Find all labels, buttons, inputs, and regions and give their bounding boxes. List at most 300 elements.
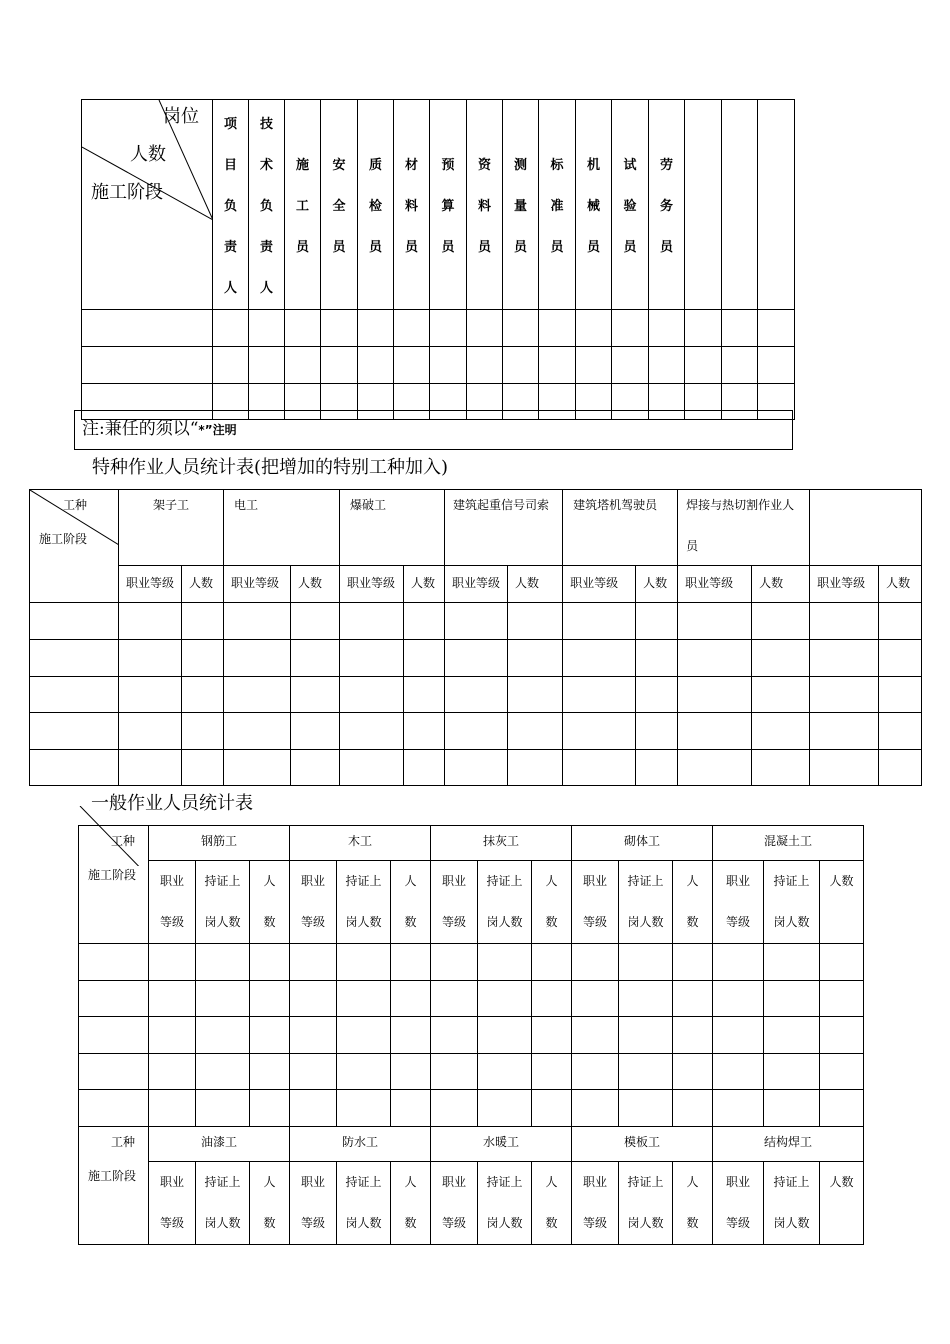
- data-cell[interactable]: [340, 677, 404, 713]
- data-cell[interactable]: [430, 347, 467, 384]
- data-cell[interactable]: [713, 1054, 764, 1090]
- data-cell[interactable]: [508, 713, 563, 750]
- data-cell[interactable]: [563, 750, 636, 786]
- data-cell[interactable]: [149, 1090, 196, 1127]
- data-cell[interactable]: [391, 944, 431, 981]
- data-cell[interactable]: [722, 347, 758, 384]
- data-cell[interactable]: [752, 677, 810, 713]
- data-cell[interactable]: [394, 347, 430, 384]
- data-cell[interactable]: [182, 750, 224, 786]
- trade-row: [79, 1127, 864, 1162]
- cert-header: 持证上 岗人数: [337, 1162, 391, 1245]
- data-cell[interactable]: [250, 981, 290, 1017]
- corner-cell: [82, 100, 213, 310]
- data-cell[interactable]: [503, 310, 539, 347]
- data-cell[interactable]: [82, 310, 213, 347]
- table-row: [30, 750, 922, 786]
- corner-bottom-label: 施工阶段: [91, 182, 163, 203]
- data-cell[interactable]: [285, 347, 321, 384]
- grade-header: 职业等级: [563, 566, 636, 603]
- data-cell[interactable]: [340, 603, 404, 640]
- count-header: 人数: [820, 1162, 864, 1245]
- data-cell[interactable]: [636, 750, 678, 786]
- data-cell[interactable]: [250, 1090, 290, 1127]
- data-cell[interactable]: [358, 310, 394, 347]
- corner-cell: [30, 490, 119, 603]
- trade-header: [810, 490, 922, 566]
- trade-header: 焊接与热切割作业人 员: [678, 490, 810, 566]
- data-cell[interactable]: [445, 677, 508, 713]
- data-cell[interactable]: [563, 677, 636, 713]
- data-cell[interactable]: [764, 1090, 820, 1127]
- data-cell[interactable]: [752, 750, 810, 786]
- sub-header-row: [30, 566, 922, 603]
- data-cell[interactable]: [612, 310, 649, 347]
- data-cell[interactable]: [445, 713, 508, 750]
- trade-header: 防水工: [290, 1127, 431, 1162]
- trade-header: 爆破工: [340, 490, 445, 566]
- position-header: 质 检 员: [358, 100, 394, 310]
- data-cell[interactable]: [79, 1017, 149, 1054]
- data-cell[interactable]: [722, 310, 758, 347]
- trade-header: 木工: [290, 826, 431, 861]
- data-cell[interactable]: [532, 1090, 572, 1127]
- data-cell[interactable]: [636, 603, 678, 640]
- corner-top-label: 工种: [111, 1135, 136, 1149]
- data-cell[interactable]: [445, 750, 508, 786]
- data-cell[interactable]: [572, 981, 619, 1017]
- data-cell[interactable]: [431, 1090, 478, 1127]
- data-cell[interactable]: [563, 603, 636, 640]
- cert-header: 持证上 岗人数: [764, 1162, 820, 1245]
- data-cell[interactable]: [879, 677, 922, 713]
- data-cell[interactable]: [678, 713, 752, 750]
- data-cell[interactable]: [182, 640, 224, 677]
- data-cell[interactable]: [182, 677, 224, 713]
- data-cell[interactable]: [467, 347, 503, 384]
- data-cell[interactable]: [119, 603, 182, 640]
- data-cell[interactable]: [430, 310, 467, 347]
- corner-bottom-label: 施工阶段: [39, 532, 88, 546]
- data-cell[interactable]: [404, 713, 445, 750]
- table-row: [30, 640, 922, 677]
- data-cell[interactable]: [820, 944, 864, 981]
- cert-header: 持证上 岗人数: [337, 861, 391, 944]
- data-cell[interactable]: [764, 981, 820, 1017]
- table-row: [79, 981, 864, 1017]
- cert-header: 持证上 岗人数: [764, 861, 820, 944]
- trade-header: 结构焊工: [713, 1127, 864, 1162]
- data-cell[interactable]: [820, 1017, 864, 1054]
- data-cell[interactable]: [636, 677, 678, 713]
- trade-header: 钢筋工: [149, 826, 290, 861]
- data-cell[interactable]: [445, 640, 508, 677]
- data-cell[interactable]: [673, 944, 713, 981]
- data-cell[interactable]: [30, 713, 119, 750]
- data-cell[interactable]: [290, 1017, 337, 1054]
- data-cell[interactable]: [149, 981, 196, 1017]
- trade-header: 模板工: [572, 1127, 713, 1162]
- data-cell[interactable]: [563, 713, 636, 750]
- grade-header: 职业等级: [678, 566, 752, 603]
- special-workers-caption: 特种作业人员统计表(把增加的特别工种加入): [92, 457, 449, 478]
- trade-header: 砌体工: [572, 826, 713, 861]
- trade-header: 水暖工: [431, 1127, 572, 1162]
- data-cell[interactable]: [673, 981, 713, 1017]
- data-cell[interactable]: [250, 1017, 290, 1054]
- data-cell[interactable]: [752, 713, 810, 750]
- position-header: [685, 100, 722, 310]
- trade-header: 建筑塔机驾驶员: [563, 490, 678, 566]
- position-header: 资 料 员: [467, 100, 503, 310]
- data-cell[interactable]: [810, 603, 879, 640]
- position-header: 试 验 员: [612, 100, 649, 310]
- trade-header: 建筑起重信号司索: [445, 490, 563, 566]
- data-cell[interactable]: [619, 1054, 673, 1090]
- data-cell[interactable]: [810, 713, 879, 750]
- data-cell[interactable]: [196, 1017, 250, 1054]
- position-header: 项 目 负 责 人: [213, 100, 249, 310]
- data-cell[interactable]: [572, 1090, 619, 1127]
- data-cell[interactable]: [572, 944, 619, 981]
- cert-header: 持证上 岗人数: [478, 861, 532, 944]
- data-cell[interactable]: [196, 1054, 250, 1090]
- trade-header: 混凝土工: [713, 826, 864, 861]
- position-header: 材 料 员: [394, 100, 430, 310]
- data-cell[interactable]: [119, 750, 182, 786]
- count-header: 人 数: [391, 861, 431, 944]
- data-cell[interactable]: [149, 944, 196, 981]
- cert-header: 持证上 岗人数: [196, 861, 250, 944]
- position-header: 预 算 员: [430, 100, 467, 310]
- data-cell[interactable]: [673, 1054, 713, 1090]
- data-cell[interactable]: [478, 981, 532, 1017]
- grade-header: 职业 等级: [149, 1162, 196, 1245]
- table-row: [79, 944, 864, 981]
- data-cell[interactable]: [612, 347, 649, 384]
- data-cell[interactable]: [79, 1090, 149, 1127]
- data-cell[interactable]: [820, 1054, 864, 1090]
- data-cell[interactable]: [713, 981, 764, 1017]
- trade-header: 抹灰工: [431, 826, 572, 861]
- data-cell[interactable]: [678, 640, 752, 677]
- position-header: 标 准 员: [539, 100, 576, 310]
- data-cell[interactable]: [758, 310, 795, 347]
- data-cell[interactable]: [820, 981, 864, 1017]
- data-cell[interactable]: [285, 310, 321, 347]
- data-cell[interactable]: [685, 347, 722, 384]
- data-cell[interactable]: [810, 750, 879, 786]
- data-cell[interactable]: [337, 1090, 391, 1127]
- data-cell[interactable]: [321, 310, 358, 347]
- data-cell[interactable]: [572, 1054, 619, 1090]
- data-cell[interactable]: [250, 1054, 290, 1090]
- position-header: 施 工 员: [285, 100, 321, 310]
- grade-header: 职业 等级: [713, 1162, 764, 1245]
- data-cell[interactable]: [478, 944, 532, 981]
- data-cell[interactable]: [619, 981, 673, 1017]
- grade-header: 职业等级: [119, 566, 182, 603]
- staff-position-table: [81, 99, 795, 420]
- trade-header: 架子工: [119, 490, 224, 566]
- data-cell[interactable]: [337, 1017, 391, 1054]
- table-header-row: [30, 490, 922, 566]
- data-cell[interactable]: [678, 750, 752, 786]
- data-cell[interactable]: [764, 944, 820, 981]
- data-cell[interactable]: [678, 677, 752, 713]
- data-cell[interactable]: [649, 310, 685, 347]
- table-row: [30, 713, 922, 750]
- data-cell[interactable]: [752, 603, 810, 640]
- position-header: 测 量 员: [503, 100, 539, 310]
- data-cell[interactable]: [539, 347, 576, 384]
- data-cell[interactable]: [820, 1090, 864, 1127]
- data-cell[interactable]: [649, 347, 685, 384]
- corner-top-label: 岗位: [163, 106, 199, 127]
- grade-header: 职业等级: [224, 566, 291, 603]
- data-cell[interactable]: [224, 750, 291, 786]
- count-header: 人数: [182, 566, 224, 603]
- table-row: [82, 310, 795, 347]
- data-cell[interactable]: [619, 1090, 673, 1127]
- data-cell[interactable]: [404, 750, 445, 786]
- data-cell[interactable]: [290, 1090, 337, 1127]
- data-cell[interactable]: [764, 1017, 820, 1054]
- data-cell[interactable]: [445, 603, 508, 640]
- data-cell[interactable]: [532, 944, 572, 981]
- data-cell[interactable]: [713, 1017, 764, 1054]
- data-cell[interactable]: [685, 310, 722, 347]
- data-cell[interactable]: [340, 640, 404, 677]
- count-header: 人数: [820, 861, 864, 944]
- data-cell[interactable]: [337, 1054, 391, 1090]
- data-cell[interactable]: [30, 640, 119, 677]
- table-row: [79, 1054, 864, 1090]
- data-cell[interactable]: [810, 677, 879, 713]
- data-cell[interactable]: [576, 347, 612, 384]
- corner-top-label: 工种: [63, 498, 88, 512]
- data-cell[interactable]: [879, 750, 922, 786]
- corner-middle-label: 人数: [130, 144, 166, 165]
- table-row: [79, 1017, 864, 1054]
- data-cell[interactable]: [213, 310, 249, 347]
- grade-header: 职业 等级: [290, 1162, 337, 1245]
- data-cell[interactable]: [224, 713, 291, 750]
- corner-cell: [79, 1127, 149, 1245]
- data-cell[interactable]: [79, 1054, 149, 1090]
- data-cell[interactable]: [673, 1090, 713, 1127]
- data-cell[interactable]: [673, 1017, 713, 1054]
- position-header: 机 械 员: [576, 100, 612, 310]
- data-cell[interactable]: [30, 750, 119, 786]
- data-cell[interactable]: [30, 677, 119, 713]
- data-cell[interactable]: [391, 981, 431, 1017]
- data-cell[interactable]: [431, 944, 478, 981]
- data-cell[interactable]: [572, 1017, 619, 1054]
- data-cell[interactable]: [224, 603, 291, 640]
- data-cell[interactable]: [249, 347, 285, 384]
- count-header: 人数: [291, 566, 340, 603]
- data-cell[interactable]: [249, 310, 285, 347]
- count-header: 人数: [636, 566, 678, 603]
- cert-header: 持证上 岗人数: [619, 861, 673, 944]
- data-cell[interactable]: [532, 1017, 572, 1054]
- data-cell[interactable]: [119, 677, 182, 713]
- table-row: [79, 1090, 864, 1127]
- data-cell[interactable]: [404, 640, 445, 677]
- grade-header: 职业 等级: [572, 1162, 619, 1245]
- data-cell[interactable]: [764, 1054, 820, 1090]
- data-cell[interactable]: [713, 1090, 764, 1127]
- trade-header: 油漆工: [149, 1127, 290, 1162]
- table-row: [30, 603, 922, 640]
- data-cell[interactable]: [290, 1054, 337, 1090]
- sub-header-row: [79, 1162, 864, 1245]
- data-cell[interactable]: [508, 640, 563, 677]
- data-cell[interactable]: [810, 640, 879, 677]
- data-cell[interactable]: [291, 750, 340, 786]
- general-workers-caption: 一般作业人员统计表: [91, 793, 253, 814]
- data-cell[interactable]: [149, 1054, 196, 1090]
- trade-row: [79, 826, 864, 861]
- grade-header: 职业 等级: [572, 861, 619, 944]
- special-workers-table: [29, 489, 922, 786]
- data-cell[interactable]: [404, 603, 445, 640]
- data-cell[interactable]: [532, 981, 572, 1017]
- data-cell[interactable]: [321, 347, 358, 384]
- data-cell[interactable]: [213, 347, 249, 384]
- grade-header: 职业等级: [810, 566, 879, 603]
- data-cell[interactable]: [196, 944, 250, 981]
- data-cell[interactable]: [539, 310, 576, 347]
- data-cell[interactable]: [563, 640, 636, 677]
- data-cell[interactable]: [391, 1017, 431, 1054]
- count-header: 人 数: [250, 861, 290, 944]
- count-header: 人 数: [250, 1162, 290, 1245]
- data-cell[interactable]: [79, 981, 149, 1017]
- data-cell[interactable]: [337, 944, 391, 981]
- corner-top-label: 工种: [111, 834, 136, 848]
- data-cell[interactable]: [149, 1017, 196, 1054]
- data-cell[interactable]: [224, 640, 291, 677]
- cert-header: 持证上 岗人数: [196, 1162, 250, 1245]
- grade-header: 职业 等级: [431, 861, 478, 944]
- data-cell[interactable]: [478, 1017, 532, 1054]
- corner-bottom-label: 施工阶段: [88, 1169, 137, 1183]
- data-cell[interactable]: [508, 603, 563, 640]
- grade-header: 职业 等级: [713, 861, 764, 944]
- data-cell[interactable]: [879, 603, 922, 640]
- count-header: 人数: [404, 566, 445, 603]
- trade-header: 电工: [224, 490, 340, 566]
- data-cell[interactable]: [752, 640, 810, 677]
- data-cell[interactable]: [250, 944, 290, 981]
- data-cell[interactable]: [508, 750, 563, 786]
- cert-header: 持证上 岗人数: [619, 1162, 673, 1245]
- data-cell[interactable]: [503, 347, 539, 384]
- data-cell[interactable]: [758, 347, 795, 384]
- data-cell[interactable]: [879, 713, 922, 750]
- data-cell[interactable]: [82, 347, 213, 384]
- data-cell[interactable]: [340, 713, 404, 750]
- data-cell[interactable]: [291, 603, 340, 640]
- data-cell[interactable]: [358, 347, 394, 384]
- data-cell[interactable]: [508, 677, 563, 713]
- data-cell[interactable]: [30, 603, 119, 640]
- table-row: [30, 677, 922, 713]
- data-cell[interactable]: [337, 981, 391, 1017]
- table-row: [82, 347, 795, 384]
- data-cell[interactable]: [619, 1017, 673, 1054]
- data-cell[interactable]: [119, 640, 182, 677]
- data-cell[interactable]: [291, 640, 340, 677]
- data-cell[interactable]: [182, 603, 224, 640]
- position-header: [722, 100, 758, 310]
- cert-header: 持证上 岗人数: [478, 1162, 532, 1245]
- data-cell[interactable]: [196, 981, 250, 1017]
- data-cell[interactable]: [431, 1017, 478, 1054]
- data-cell[interactable]: [196, 1090, 250, 1127]
- data-cell[interactable]: [431, 1054, 478, 1090]
- count-header: 人数: [752, 566, 810, 603]
- data-cell[interactable]: [713, 944, 764, 981]
- data-cell[interactable]: [467, 310, 503, 347]
- data-cell[interactable]: [678, 603, 752, 640]
- data-cell[interactable]: [290, 944, 337, 981]
- data-cell[interactable]: [79, 944, 149, 981]
- data-cell[interactable]: [879, 640, 922, 677]
- grade-header: 职业等级: [445, 566, 508, 603]
- data-cell[interactable]: [391, 1090, 431, 1127]
- data-cell[interactable]: [394, 310, 430, 347]
- data-cell[interactable]: [391, 1054, 431, 1090]
- data-cell[interactable]: [404, 677, 445, 713]
- data-cell[interactable]: [576, 310, 612, 347]
- grade-header: 职业等级: [340, 566, 404, 603]
- sub-header-row: [79, 861, 864, 944]
- data-cell[interactable]: [478, 1090, 532, 1127]
- data-cell[interactable]: [224, 677, 291, 713]
- grade-header: 职业 等级: [149, 861, 196, 944]
- data-cell[interactable]: [532, 1054, 572, 1090]
- corner-cell: [79, 826, 149, 944]
- data-cell[interactable]: [182, 713, 224, 750]
- data-cell[interactable]: [291, 713, 340, 750]
- data-cell[interactable]: [290, 981, 337, 1017]
- data-cell[interactable]: [636, 713, 678, 750]
- position-header: 安 全 员: [321, 100, 358, 310]
- data-cell[interactable]: [119, 713, 182, 750]
- count-header: 人 数: [391, 1162, 431, 1245]
- data-cell[interactable]: [636, 640, 678, 677]
- count-header: 人 数: [673, 1162, 713, 1245]
- count-header: 人数: [879, 566, 922, 603]
- count-header: 人数: [508, 566, 563, 603]
- position-header: 劳 务 员: [649, 100, 685, 310]
- data-cell[interactable]: [291, 677, 340, 713]
- position-header: 技 术 负 责 人: [249, 100, 285, 310]
- grade-header: 职业 等级: [431, 1162, 478, 1245]
- note: 注:兼任的须以“*”注明: [74, 410, 793, 450]
- data-cell[interactable]: [431, 981, 478, 1017]
- data-cell[interactable]: [478, 1054, 532, 1090]
- data-cell[interactable]: [340, 750, 404, 786]
- corner-bottom-label: 施工阶段: [88, 868, 137, 882]
- count-header: 人 数: [532, 861, 572, 944]
- grade-header: 职业 等级: [290, 861, 337, 944]
- count-header: 人 数: [532, 1162, 572, 1245]
- data-cell[interactable]: [619, 944, 673, 981]
